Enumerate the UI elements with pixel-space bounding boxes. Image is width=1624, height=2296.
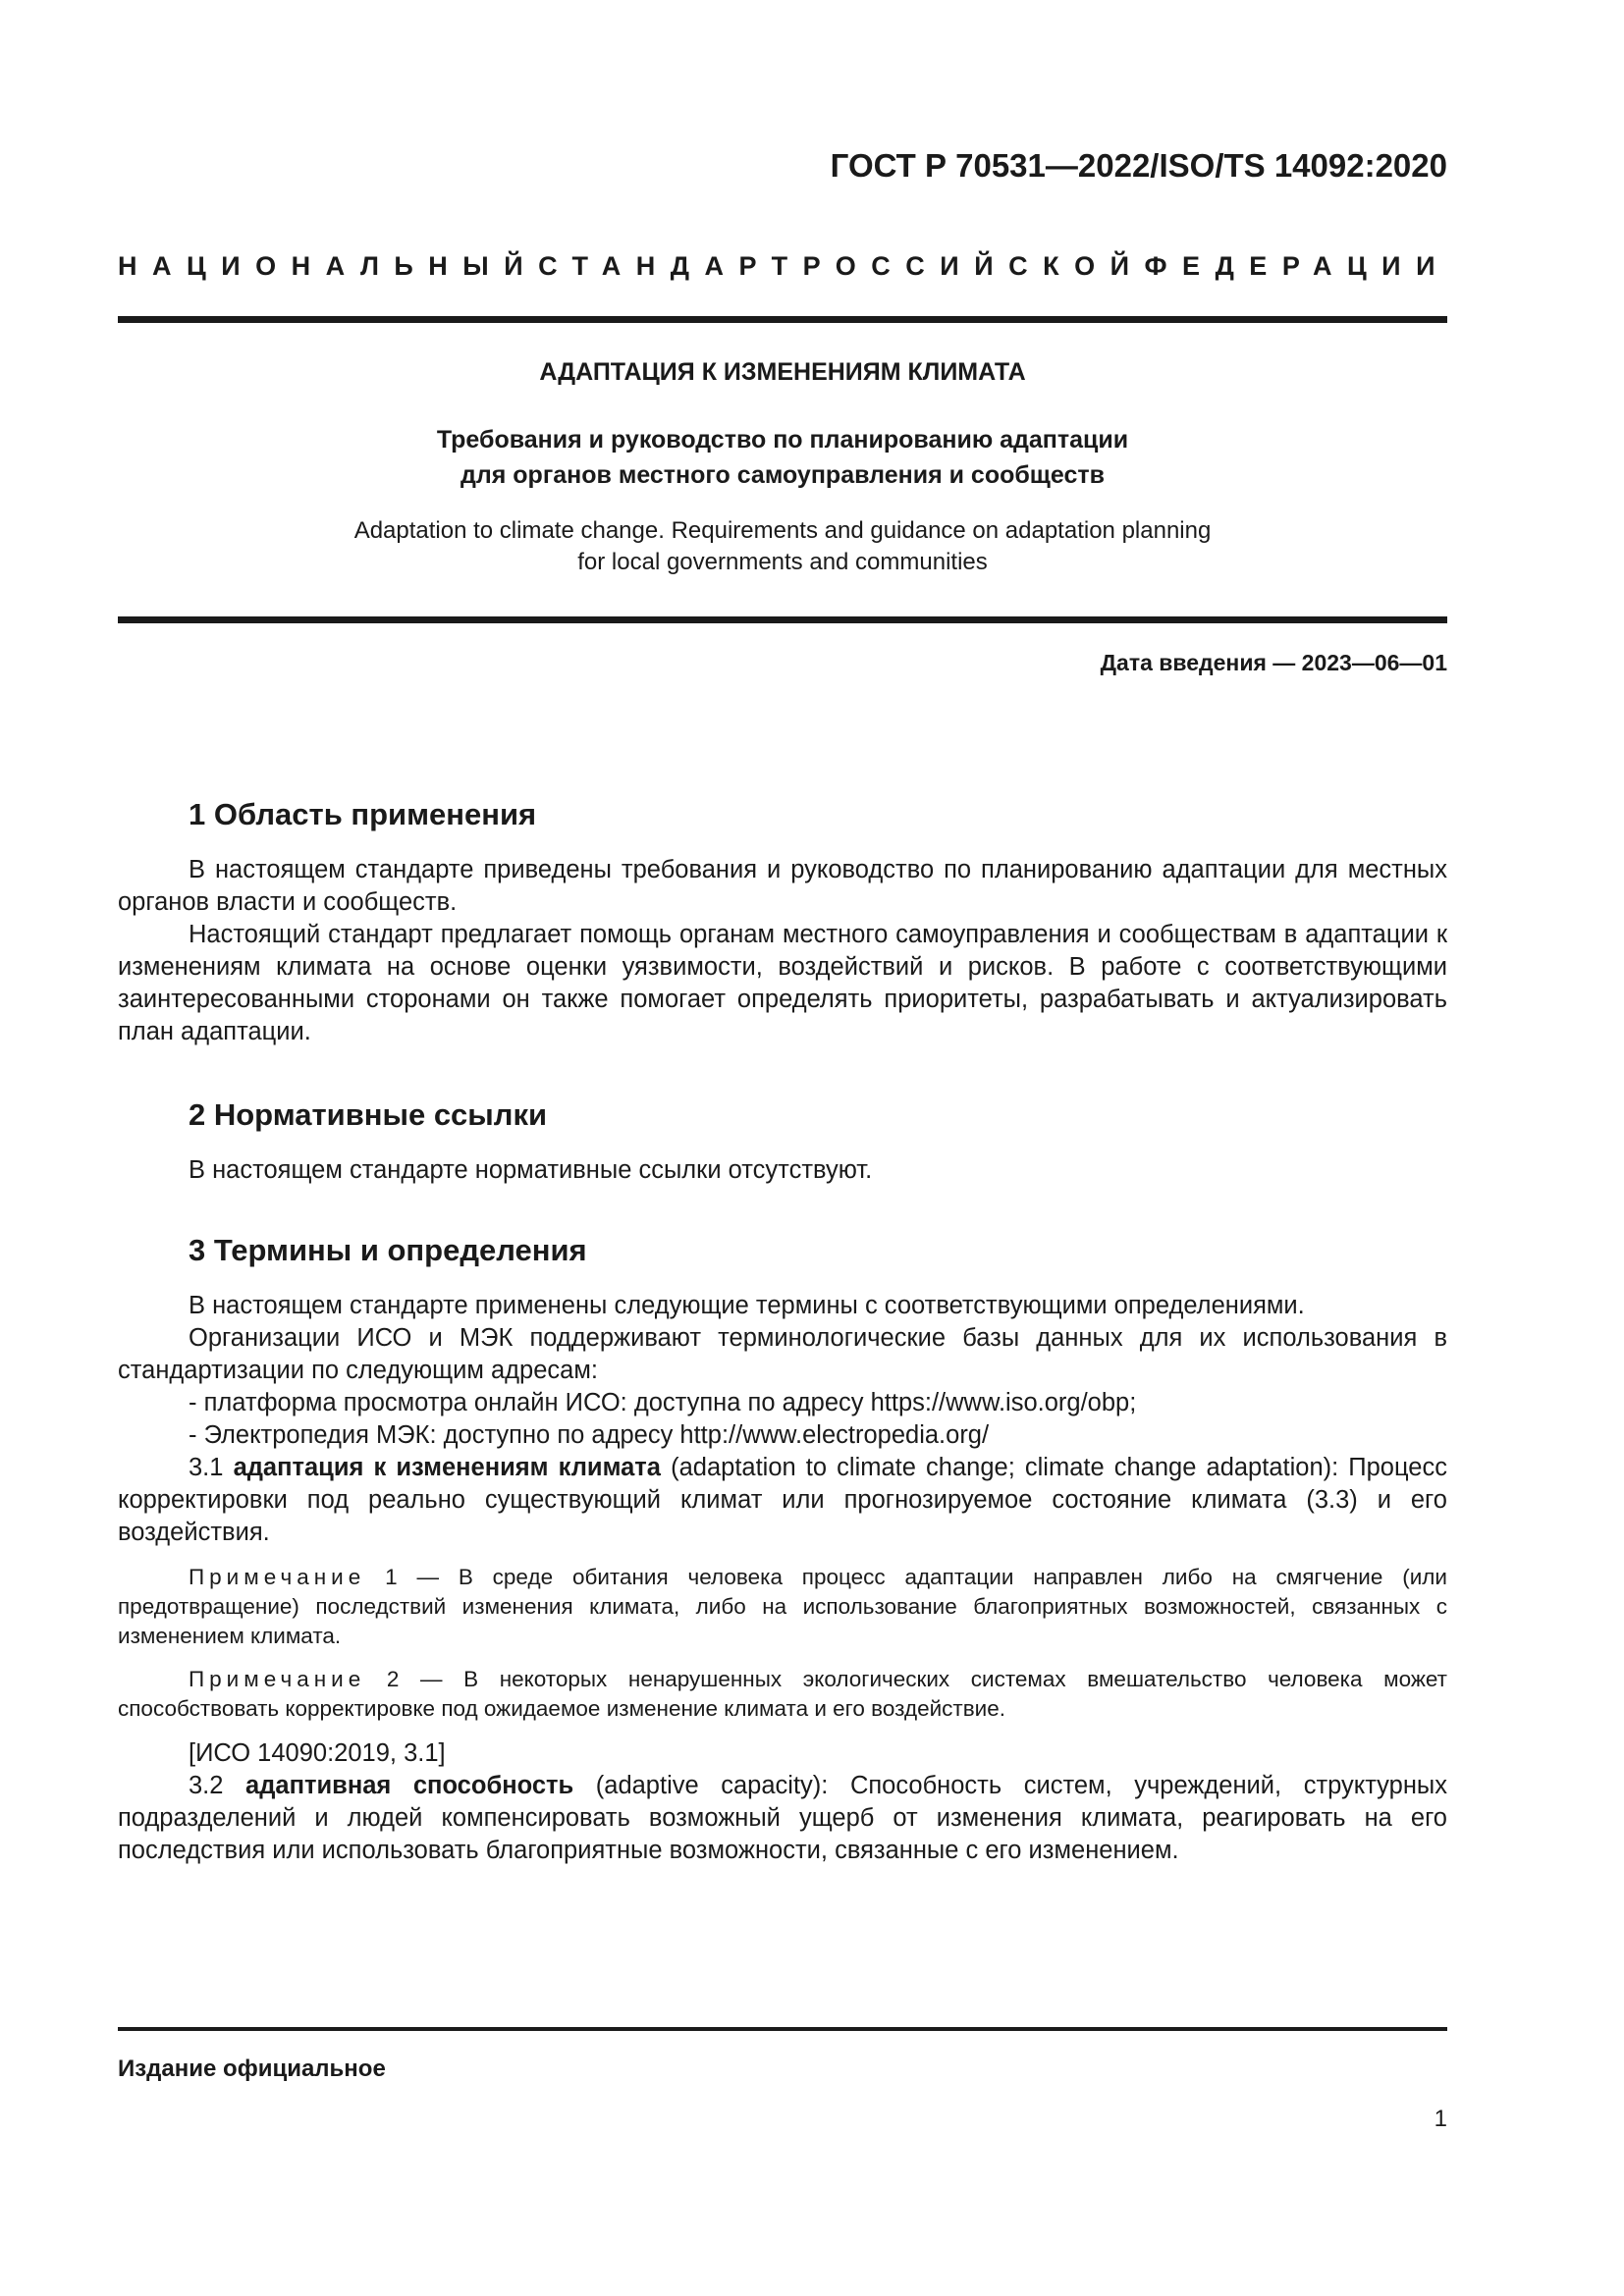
term-name: адаптивная способность	[245, 1772, 574, 1799]
term-number: 3.2	[189, 1772, 224, 1799]
english-title	[118, 515, 1447, 578]
note-text: — В среде обитания человека процесс адаптации направлен либо на смягчение (или предотвращение) последствий изменения климата, либо на использование благоприятных возможностей, связанных с изменением климата.	[118, 1565, 1447, 1648]
banner-word: НАЦИОНАЛЬНЫЙ	[118, 251, 539, 281]
page-number: 1	[1434, 2106, 1447, 2132]
paragraph: В настоящем стандарте приведены требования и руководство по планированию адаптации для местных органов власти и сообществ.	[118, 856, 1447, 916]
section-3	[118, 1233, 1447, 1867]
footer-divider	[118, 2027, 1447, 2031]
note-number: 2	[386, 1667, 400, 1691]
term-definition	[118, 1770, 1447, 1867]
subtitle-line: Требования и руководство по планированию адаптации	[436, 426, 1129, 454]
section-2	[118, 1097, 1447, 1187]
edition-label: Издание официальное	[118, 2056, 386, 2082]
note-text: — В некоторых ненарушенных экологических системах вмешательство человека может способствовать корректировке под ожидаемое изменение климата и его воздействие.	[118, 1667, 1447, 1721]
note-label: Примечание	[189, 1565, 366, 1589]
section-1	[118, 797, 1447, 1048]
term-text: (adaptation to climate change; climate change adaptation): Процесс корректировки под реально существующий климат или прогнозируемое состояние климата (3.3) и его воздействия.	[118, 1454, 1447, 1546]
introduction-date: Дата введения — 2023—06—01	[1100, 650, 1447, 675]
paragraph: В настоящем стандарте нормативные ссылки отсутствуют.	[189, 1156, 873, 1184]
section-heading: 3 Термины и определения	[189, 1233, 587, 1267]
national-standard-banner	[118, 251, 1450, 282]
list-item: - платформа просмотра онлайн ИСО: доступна по адресу https://www.iso.org/obp;	[189, 1389, 1137, 1416]
section-heading: 2 Нормативные ссылки	[189, 1097, 548, 1132]
note	[118, 1563, 1447, 1651]
term-text: (adaptive capacity): Способность систем, учреждений, структурных подразделений и людей компенсировать возможный ущерб от изменения климата, реагировать на его последствия или использовать благоприятные возможности, связанные с его изменением.	[118, 1772, 1447, 1864]
note-number: 1	[385, 1565, 398, 1589]
document-title: АДАПТАЦИЯ К ИЗМЕНЕНИЯМ КЛИМАТА	[539, 358, 1026, 386]
banner-word: РОССИЙСКОЙ	[802, 251, 1145, 281]
top-divider	[118, 316, 1447, 323]
english-title-line: for local governments and communities	[577, 549, 988, 575]
term-number: 3.1	[189, 1454, 224, 1481]
section-heading: 1 Область применения	[189, 797, 537, 831]
paragraph: Организации ИСО и МЭК поддерживают терминологические базы данных для их использования в стандартизации по следующим адресам:	[118, 1324, 1447, 1384]
standard-code: ГОСТ Р 70531—2022/ISO/TS 14092:2020	[830, 147, 1447, 184]
term-name: адаптация к изменениям климата	[233, 1454, 661, 1481]
list-item: - Электропедия МЭК: доступно по адресу http://www.electropedia.org/	[189, 1421, 990, 1449]
paragraph: Настоящий стандарт предлагает помощь органам местного самоуправления и сообществам в адаптации к изменениям климата на основе оценки уязвимости, воздействий и рисков. В работе с соответствующими заинтересованными сторонами он также помогает определять приоритеты, разрабатывать и актуализировать план адаптации.	[118, 921, 1447, 1045]
source-reference: [ИСО 14090:2019, 3.1]	[189, 1739, 446, 1767]
term-definition	[118, 1452, 1447, 1549]
document-subtitle	[118, 422, 1447, 493]
banner-word: ФЕДЕРАЦИИ	[1144, 251, 1450, 281]
banner-word: СТАНДАРТ	[538, 251, 803, 281]
title-divider	[118, 616, 1447, 623]
paragraph: В настоящем стандарте применены следующие термины с соответствующими определениями.	[189, 1292, 1305, 1319]
note-label: Примечание	[189, 1667, 366, 1691]
note	[118, 1665, 1447, 1724]
subtitle-line: для органов местного самоуправления и сообществ	[460, 461, 1105, 489]
english-title-line: Adaptation to climate change. Requirements and guidance on adaptation planning	[353, 517, 1212, 544]
